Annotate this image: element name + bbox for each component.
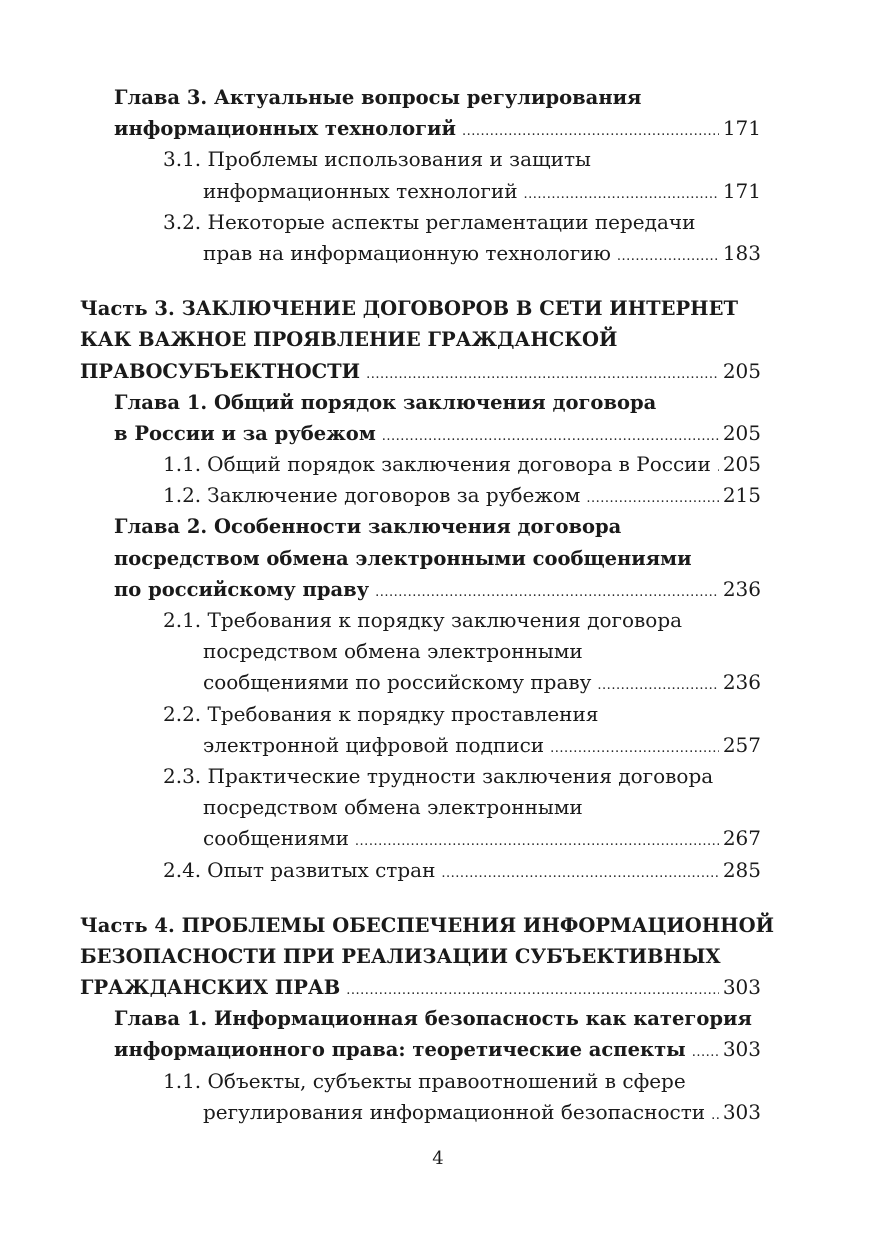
- toc-line: [114, 1003, 761, 1034]
- toc-line: [114, 418, 761, 449]
- toc-page-number: 303: [722, 975, 761, 1000]
- toc-line: [203, 238, 761, 269]
- toc-page-number: 236: [722, 576, 761, 601]
- toc-line: [163, 480, 761, 511]
- toc-chapter-entry: [0, 511, 876, 605]
- section-number: 1.1.: [163, 1068, 202, 1093]
- toc-page-number: 205: [722, 420, 761, 445]
- toc-line: [163, 699, 761, 730]
- toc-title-line: Требования к порядку заключения договора: [207, 608, 683, 632]
- toc-line: [114, 543, 761, 574]
- toc-title-line: Часть 3. ЗАКЛЮЧЕНИЕ ДОГОВОРОВ В СЕТИ ИНТЕРНЕТ: [80, 297, 738, 321]
- toc-page-number: 285: [722, 857, 761, 882]
- toc-title-line: посредством обмена электронными сообщениями: [114, 546, 692, 570]
- toc-title-line: электронной цифровой подписи: [203, 732, 545, 757]
- toc-line: [114, 387, 761, 418]
- toc-title-line: Некоторые аспекты регламентации передачи: [207, 209, 696, 234]
- toc-page-number: 183: [722, 240, 761, 265]
- toc-line: [203, 730, 761, 761]
- toc-title-line: информационных технологий: [114, 117, 456, 141]
- toc-page-number: 257: [722, 732, 761, 757]
- toc-title-line: ГРАЖДАНСКИХ ПРАВ: [80, 976, 341, 1000]
- dot-leader: [550, 733, 719, 764]
- toc-title-line: Заключение договоров за рубежом: [207, 483, 581, 508]
- toc-line: [80, 941, 761, 972]
- toc-section-entry: [0, 761, 876, 855]
- toc-page-number: 303: [722, 1099, 761, 1124]
- toc-title-line: КАК ВАЖНОЕ ПРОЯВЛЕНИЕ ГРАЖДАНСКОЙ: [80, 328, 618, 352]
- toc-line: [114, 1034, 761, 1065]
- section-number: 2.2.: [163, 701, 202, 726]
- toc-page-number: 236: [722, 670, 761, 695]
- section-number: 1.2.: [163, 483, 202, 508]
- section-number: 3.2.: [163, 209, 202, 234]
- dot-leader: [711, 1100, 719, 1131]
- toc-line: [163, 855, 761, 886]
- section-number: 2.3.: [163, 763, 202, 788]
- toc-chapter-entry: [0, 387, 876, 449]
- toc-line: [80, 324, 761, 355]
- toc-section-entry: [0, 144, 876, 206]
- dot-leader: [524, 179, 719, 210]
- toc-line: [80, 293, 761, 324]
- dot-leader: [382, 421, 719, 452]
- toc-title-line: информационного права: теоретические аспекты: [114, 1038, 686, 1062]
- toc-section-entry: [0, 855, 876, 886]
- toc-page-number: 171: [722, 178, 761, 203]
- dot-leader: [586, 483, 718, 514]
- toc-title-line: Практические трудности заключения договора: [207, 763, 714, 788]
- toc-line: [163, 144, 761, 175]
- toc-page-number: 205: [722, 452, 761, 477]
- toc-part-entry: [0, 910, 876, 1004]
- toc-section-entry: [0, 1066, 876, 1128]
- toc-section-entry: [0, 449, 876, 480]
- toc-section-entry: [0, 480, 876, 511]
- toc-title-line: информационных технологий: [203, 178, 518, 203]
- toc-line: [80, 972, 761, 1003]
- toc-line: [163, 207, 761, 238]
- toc-title-line: Глава 1. Информационная безопасность как категория: [114, 1007, 752, 1031]
- section-number: 3.1.: [163, 147, 202, 172]
- toc-line: [203, 636, 761, 667]
- toc-line: [203, 1097, 761, 1128]
- dot-leader: [617, 241, 719, 272]
- part-spacer: [0, 886, 876, 910]
- toc-line: [114, 574, 761, 605]
- toc-title-line: Глава 3. Актуальные вопросы регулирования: [114, 86, 642, 109]
- toc-title-line: Опыт развитых стран: [207, 857, 436, 882]
- toc-line: [203, 792, 761, 823]
- toc-title-line: Объекты, субъекты правоотношений в сфере: [207, 1068, 686, 1093]
- section-number: 1.1.: [163, 452, 202, 477]
- toc-section-entry: [0, 605, 876, 699]
- toc-title-line: регулирования информационной безопасности: [203, 1099, 706, 1124]
- toc-line: [114, 82, 761, 113]
- toc-title-line: посредством обмена электронными: [203, 795, 583, 820]
- section-number: 2.4.: [163, 857, 202, 882]
- dot-leader: [355, 826, 719, 857]
- toc-title-line: в России и за рубежом: [114, 421, 376, 445]
- dot-leader: [346, 975, 719, 1006]
- page-number: 4: [432, 1148, 444, 1169]
- toc-title-line: Требования к порядку проставления: [207, 701, 599, 726]
- section-number: 2.1.: [163, 608, 202, 632]
- toc-line: [203, 176, 761, 207]
- dot-leader: [366, 359, 719, 390]
- toc-title-line: БЕЗОПАСНОСТИ ПРИ РЕАЛИЗАЦИИ СУБЪЕКТИВНЫХ: [80, 944, 721, 968]
- toc-title-line: ПРАВОСУБЪЕКТНОСТИ: [80, 359, 361, 383]
- toc-page-number: 267: [722, 826, 761, 851]
- toc-page-number: 171: [722, 116, 761, 141]
- toc-title-line: посредством обмена электронными: [203, 639, 583, 664]
- toc-line: [163, 449, 761, 480]
- dot-leader: [441, 858, 718, 889]
- table-of-contents: [0, 82, 876, 1128]
- toc-chapter-entry: [0, 1003, 876, 1065]
- toc-title-line: сообщениями по российскому праву: [203, 670, 592, 695]
- toc-line: [163, 605, 761, 636]
- toc-title-line: Проблемы использования и защиты: [207, 147, 591, 172]
- toc-page-number: 205: [722, 358, 761, 383]
- toc-part-entry: [0, 293, 876, 387]
- toc-line: [114, 511, 761, 542]
- toc-line: [114, 113, 761, 144]
- toc-chapter-entry: [0, 82, 876, 144]
- toc-title-line: Часть 4. ПРОБЛЕМЫ ОБЕСПЕЧЕНИЯ ИНФОРМАЦИОННОЙ: [80, 913, 774, 937]
- toc-line: [80, 910, 774, 941]
- toc-page-number: 215: [722, 483, 761, 508]
- toc-title-line: прав на информационную технологию: [203, 240, 611, 265]
- toc-line: [80, 356, 761, 387]
- toc-title-line: по российскому праву: [114, 577, 370, 601]
- toc-section-entry: [0, 207, 876, 269]
- toc-title-line: Глава 1. Общий порядок заключения договора: [114, 390, 657, 414]
- dot-leader: [462, 116, 719, 147]
- toc-line: [163, 761, 761, 792]
- toc-line: [163, 1066, 761, 1097]
- dot-leader: [375, 577, 719, 608]
- toc-title-line: Глава 2. Особенности заключения договора: [114, 515, 622, 539]
- toc-title-line: сообщениями: [203, 826, 349, 851]
- toc-section-entry: [0, 699, 876, 761]
- dot-leader: [597, 670, 718, 701]
- part-spacer: [0, 269, 876, 293]
- toc-line: [203, 823, 761, 854]
- toc-title-line: Общий порядок заключения договора в России: [207, 452, 711, 477]
- toc-line: [203, 667, 761, 698]
- dot-leader: [717, 452, 719, 483]
- toc-page-number: 303: [722, 1037, 761, 1062]
- dot-leader: [692, 1037, 719, 1068]
